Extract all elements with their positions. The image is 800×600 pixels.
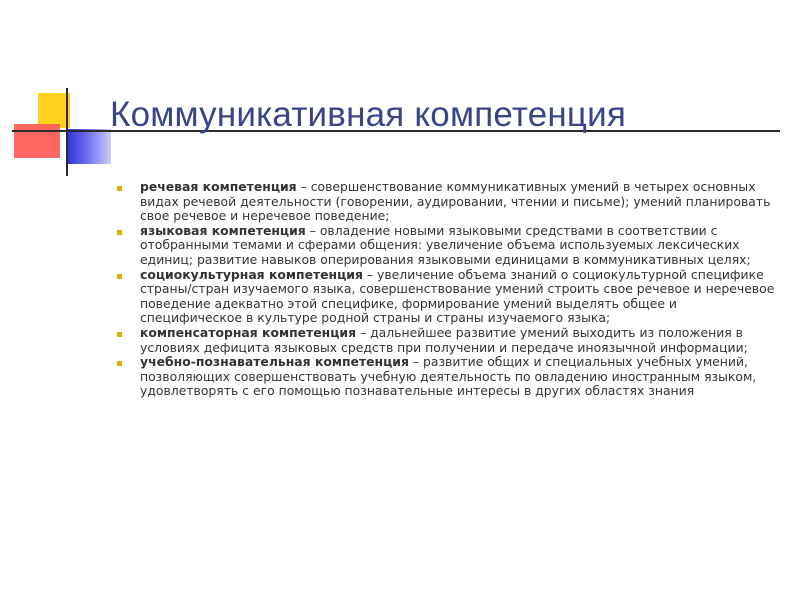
bullet-term: учебно-познавательная компетенция [140, 354, 409, 370]
bullet-term: социокультурная компетенция [140, 266, 363, 282]
logo-blue-square [66, 129, 111, 164]
bullet-square-icon [117, 186, 122, 191]
bullet-term: компенсаторная компетенция [140, 324, 357, 340]
bullet-square-icon [117, 230, 122, 235]
bullet-term: языковая компетенция [140, 222, 306, 238]
bullet-item-educational [117, 355, 777, 399]
bullet-text: – овладение новыми языковыми средствами в соответствии с отобранными темами и сферами общения: увеличение объема используемых лексических единиц; развитие навыков оперирования языковыми единицами в коммуникативных целях; [140, 222, 751, 267]
bullet-item-compensatory [117, 326, 777, 355]
bullet-item-speech [117, 180, 777, 224]
bullet-item-language [117, 224, 777, 268]
bullet-term: речевая компетенция [140, 179, 297, 194]
bullet-list [117, 180, 777, 399]
bullet-text: – увеличение объема знаний о социокультурной специфике страны/стран изучаемого языка, совершенствование умений строить свое речевое и неречевое поведение адекватно этой специфике, формирование умений выделять общее и специфическое в культуре родной страны и страны изучаемого языка; [140, 266, 775, 326]
bullet-text: – развитие общих и специальных учебных умений, позволяющих совершенствовать учебную деятельность по овладению иностранным языком, удовлетворять с его помощью познавательные интересы в других областях знания [140, 354, 757, 399]
slide-title: Коммуникативная компетенция [110, 95, 627, 134]
bullet-item-sociocultural [117, 268, 777, 326]
bullet-square-icon [117, 332, 122, 337]
bullet-square-icon [117, 361, 122, 366]
bullet-text: – совершенствование коммуникативных умений в четырех основных видах речевой деятельности (говорении, аудировании, чтении и письме); умений планировать свое речевое и неречевое поведение; [140, 179, 771, 224]
logo-vertical-line [66, 88, 68, 176]
bullet-square-icon [117, 274, 122, 279]
bullet-text: – дальнейшее развитие умений выходить из положения в условиях дефицита языковых средств при получении и передаче иноязычной информации; [140, 324, 748, 355]
